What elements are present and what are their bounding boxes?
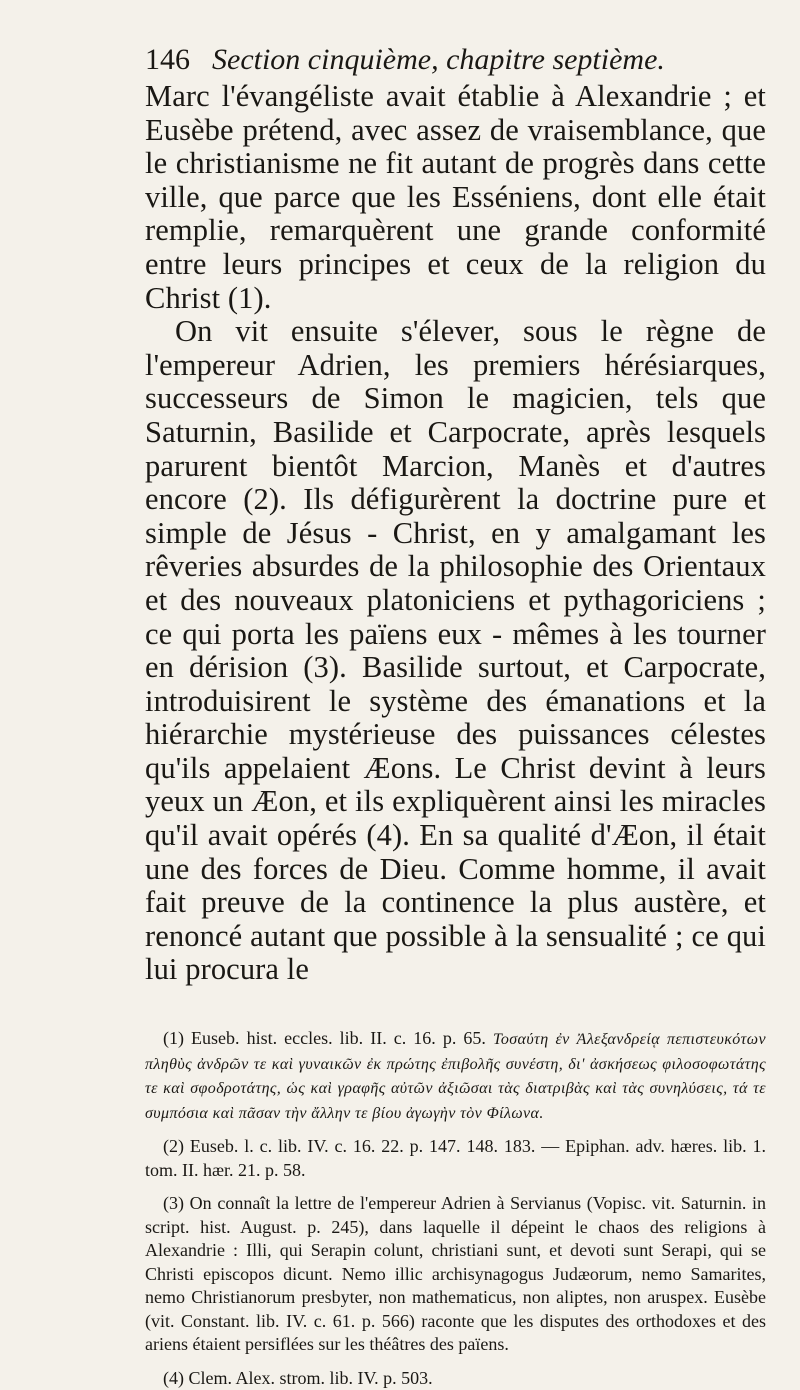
footnote-2: (2) Euseb. l. c. lib. IV. c. 16. 22. p. 147. 148. 183. — Epiphan. adv. hæres. lib. 1. tom. II. hær. 21. p. 58. [145, 1136, 766, 1180]
footnotes [145, 1027, 766, 1390]
footnote-1-greek-quote: Τοσαύτη ἐν Ἀλεξανδρείᾳ πεπιστευκότων πληθὺς ἀνδρῶν τε καὶ γυναικῶν ἐκ πρώτης ἐπιβολῆς συνέστη, δι' ἀσκήσεως φιλοσοφωτάτης τε καὶ σφοδροτάτης, ὡς καὶ γραφῆς αὐτῶν ἀξιῶσαι τὰς διατριβὰς καὶ τὰς συνηλύσεις, τά τε συμπόσια καὶ πᾶσαν τὴν ἄλλην τε βίου ἀγωγὴν τὸν Φίλωνα. [145, 1031, 766, 1122]
running-header [145, 40, 766, 80]
running-title: Section cinquième, chapitre septième. [212, 43, 665, 76]
footnote-3: (3) On connaît la lettre de l'empereur Adrien à Servianus (Vopisc. vit. Saturnin. in script. hist. August. p. 245), dans laquelle il dépeint le chaos des religions à Alexandrie : Illi, qui Serapin colunt, christiani sunt, et devoti sunt Serapi, qui se Christi episcopos dicunt. Nemo illic archisynagogus Judæorum, nemo Samarites, nemo Christianorum presbyter, non mathematicus, non aliptes, non aruspex. Eusèbe (vit. Constant. lib. IV. c. 61. p. 566) raconte que les disputes des orthodoxes et des ariens étaient persiflées sur les théâtres des païens. [145, 1193, 766, 1355]
main-text [145, 80, 766, 987]
paragraph-1: Marc l'évangéliste avait établie à Alexandrie ; et Eusèbe prétend, avec assez de vraisemblance, que le christianisme ne fit autant de progrès dans cette ville, que parce que les Esséniens, dont elle était remplie, remarquèrent une grande conformité entre leurs principes et ceux de la religion du Christ (1). [145, 79, 766, 315]
page-number: 146 [145, 43, 190, 76]
footnote-1 [145, 1027, 766, 1125]
paragraph-2: On vit ensuite s'élever, sous le règne de l'empereur Adrien, les premiers hérésiarques, successeurs de Simon le magicien, tels que Saturnin, Basilide et Carpocrate, après lesquels parurent bientôt Marcion, Manès et d'autres encore (2). Ils défigurèrent la doctrine pure et simple de Jésus - Christ, en y amalgamant les rêveries absurdes de la philosophie des Orientaux et des nouveaux platoniciens et pythagoriciens ; ce qui porta les païens eux - mêmes à les tourner en dérision (3). Basilide surtout, et Carpocrate, introduisirent le système des émanations et la hiérarchie mystérieuse des puissances célestes qu'ils appelaient Æons. Le Christ devint à leurs yeux un Æon, et ils expliquèrent ainsi les miracles qu'il avait opérés (4). En sa qualité d'Æon, il était une des forces de Dieu. Comme homme, il avait fait preuve de la continence la plus austère, et renoncé autant que possible à la sensualité ; ce qui lui procura le [145, 314, 766, 987]
footnote-1-reference: (1) Euseb. hist. eccles. lib. II. c. 16. p. 65. [163, 1028, 486, 1049]
footnote-4: (4) Clem. Alex. strom. lib. IV. p. 503. [163, 1367, 433, 1388]
